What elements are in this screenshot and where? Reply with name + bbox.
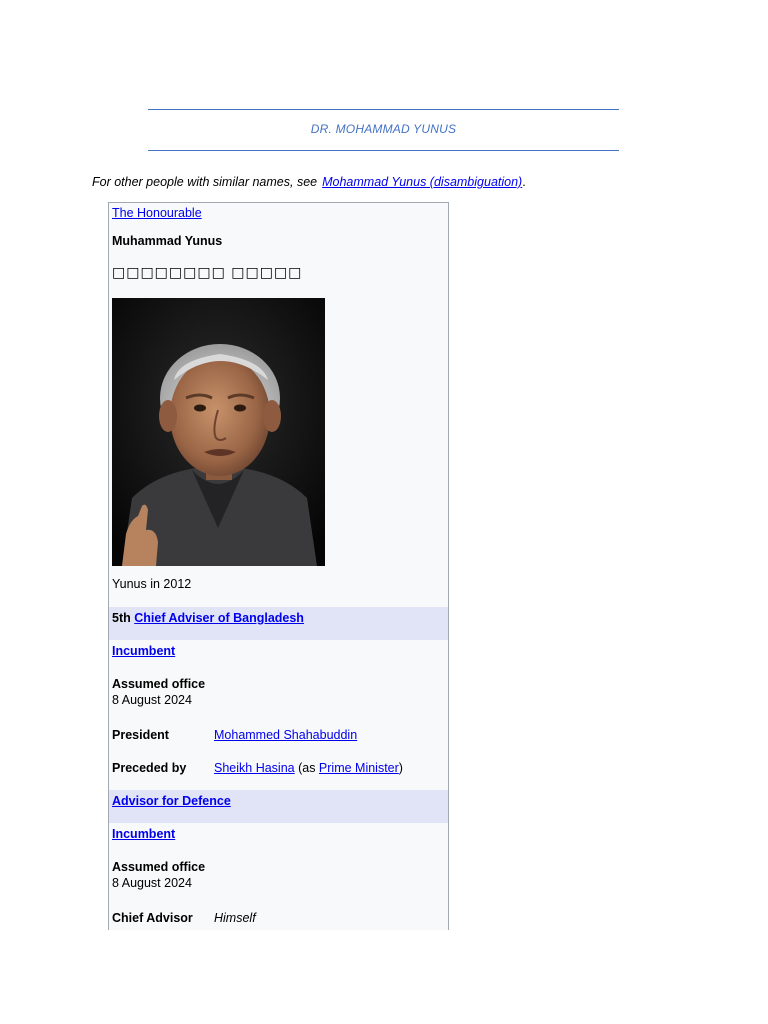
native-name: □□□□□□□□ □□□□□	[112, 265, 303, 281]
chief-advisor-label: Chief Advisor	[112, 911, 193, 925]
preceded-by-end: )	[398, 761, 403, 775]
office2-header	[109, 790, 448, 823]
hatnote	[92, 175, 526, 189]
chief-advisor-row	[109, 911, 448, 929]
honorific-link[interactable]: The Honourable	[112, 206, 202, 220]
hatnote-text: For other people with similar names, see	[92, 175, 318, 189]
person-name: Muhammad Yunus	[112, 234, 223, 248]
office1-ordinal: 5th	[112, 611, 131, 625]
office2-assumed-block	[109, 860, 448, 890]
office1-title-link[interactable]: Chief Adviser of Bangladesh	[134, 611, 304, 625]
title-top-rule	[148, 109, 619, 110]
office1-assumed-label: Assumed office	[112, 677, 206, 691]
office1-status-row	[109, 644, 448, 658]
disambiguation-link[interactable]: Mohammad Yunus (disambiguation)	[322, 175, 523, 189]
office2-assumed-date: 8 August 2024	[112, 876, 192, 890]
office1-header	[109, 607, 448, 640]
office2-assumed-label: Assumed office	[112, 860, 206, 874]
hatnote-period: .	[522, 175, 526, 189]
president-link[interactable]: Mohammed Shahabuddin	[214, 728, 358, 742]
office2-title-link[interactable]: Advisor for Defence	[112, 794, 231, 808]
document-title: DR. MOHAMMAD YUNUS	[310, 122, 457, 136]
portrait-image	[112, 298, 325, 566]
preceded-by-mid: (as	[294, 761, 319, 775]
office1-assumed-date: 8 August 2024	[112, 693, 192, 707]
president-row	[109, 728, 448, 746]
office1-incumbent-link[interactable]: Incumbent	[112, 644, 176, 658]
preceded-by-label: Preceded by	[112, 761, 187, 775]
office1-assumed-block	[109, 677, 448, 707]
chief-advisor-value: Himself	[214, 911, 256, 925]
prime-minister-link[interactable]: Prime Minister	[318, 761, 399, 775]
office2-incumbent-link[interactable]: Incumbent	[112, 827, 176, 841]
office2-status-row	[109, 827, 448, 841]
predecessor-link[interactable]: Sheikh Hasina	[214, 761, 295, 775]
infobox	[108, 202, 449, 930]
president-label: President	[112, 728, 169, 742]
title-bottom-rule	[148, 150, 619, 151]
preceded-by-row	[109, 761, 448, 779]
preceded-by-value	[214, 761, 403, 775]
image-caption: Yunus in 2012	[112, 577, 192, 591]
honorific-row	[109, 206, 448, 220]
